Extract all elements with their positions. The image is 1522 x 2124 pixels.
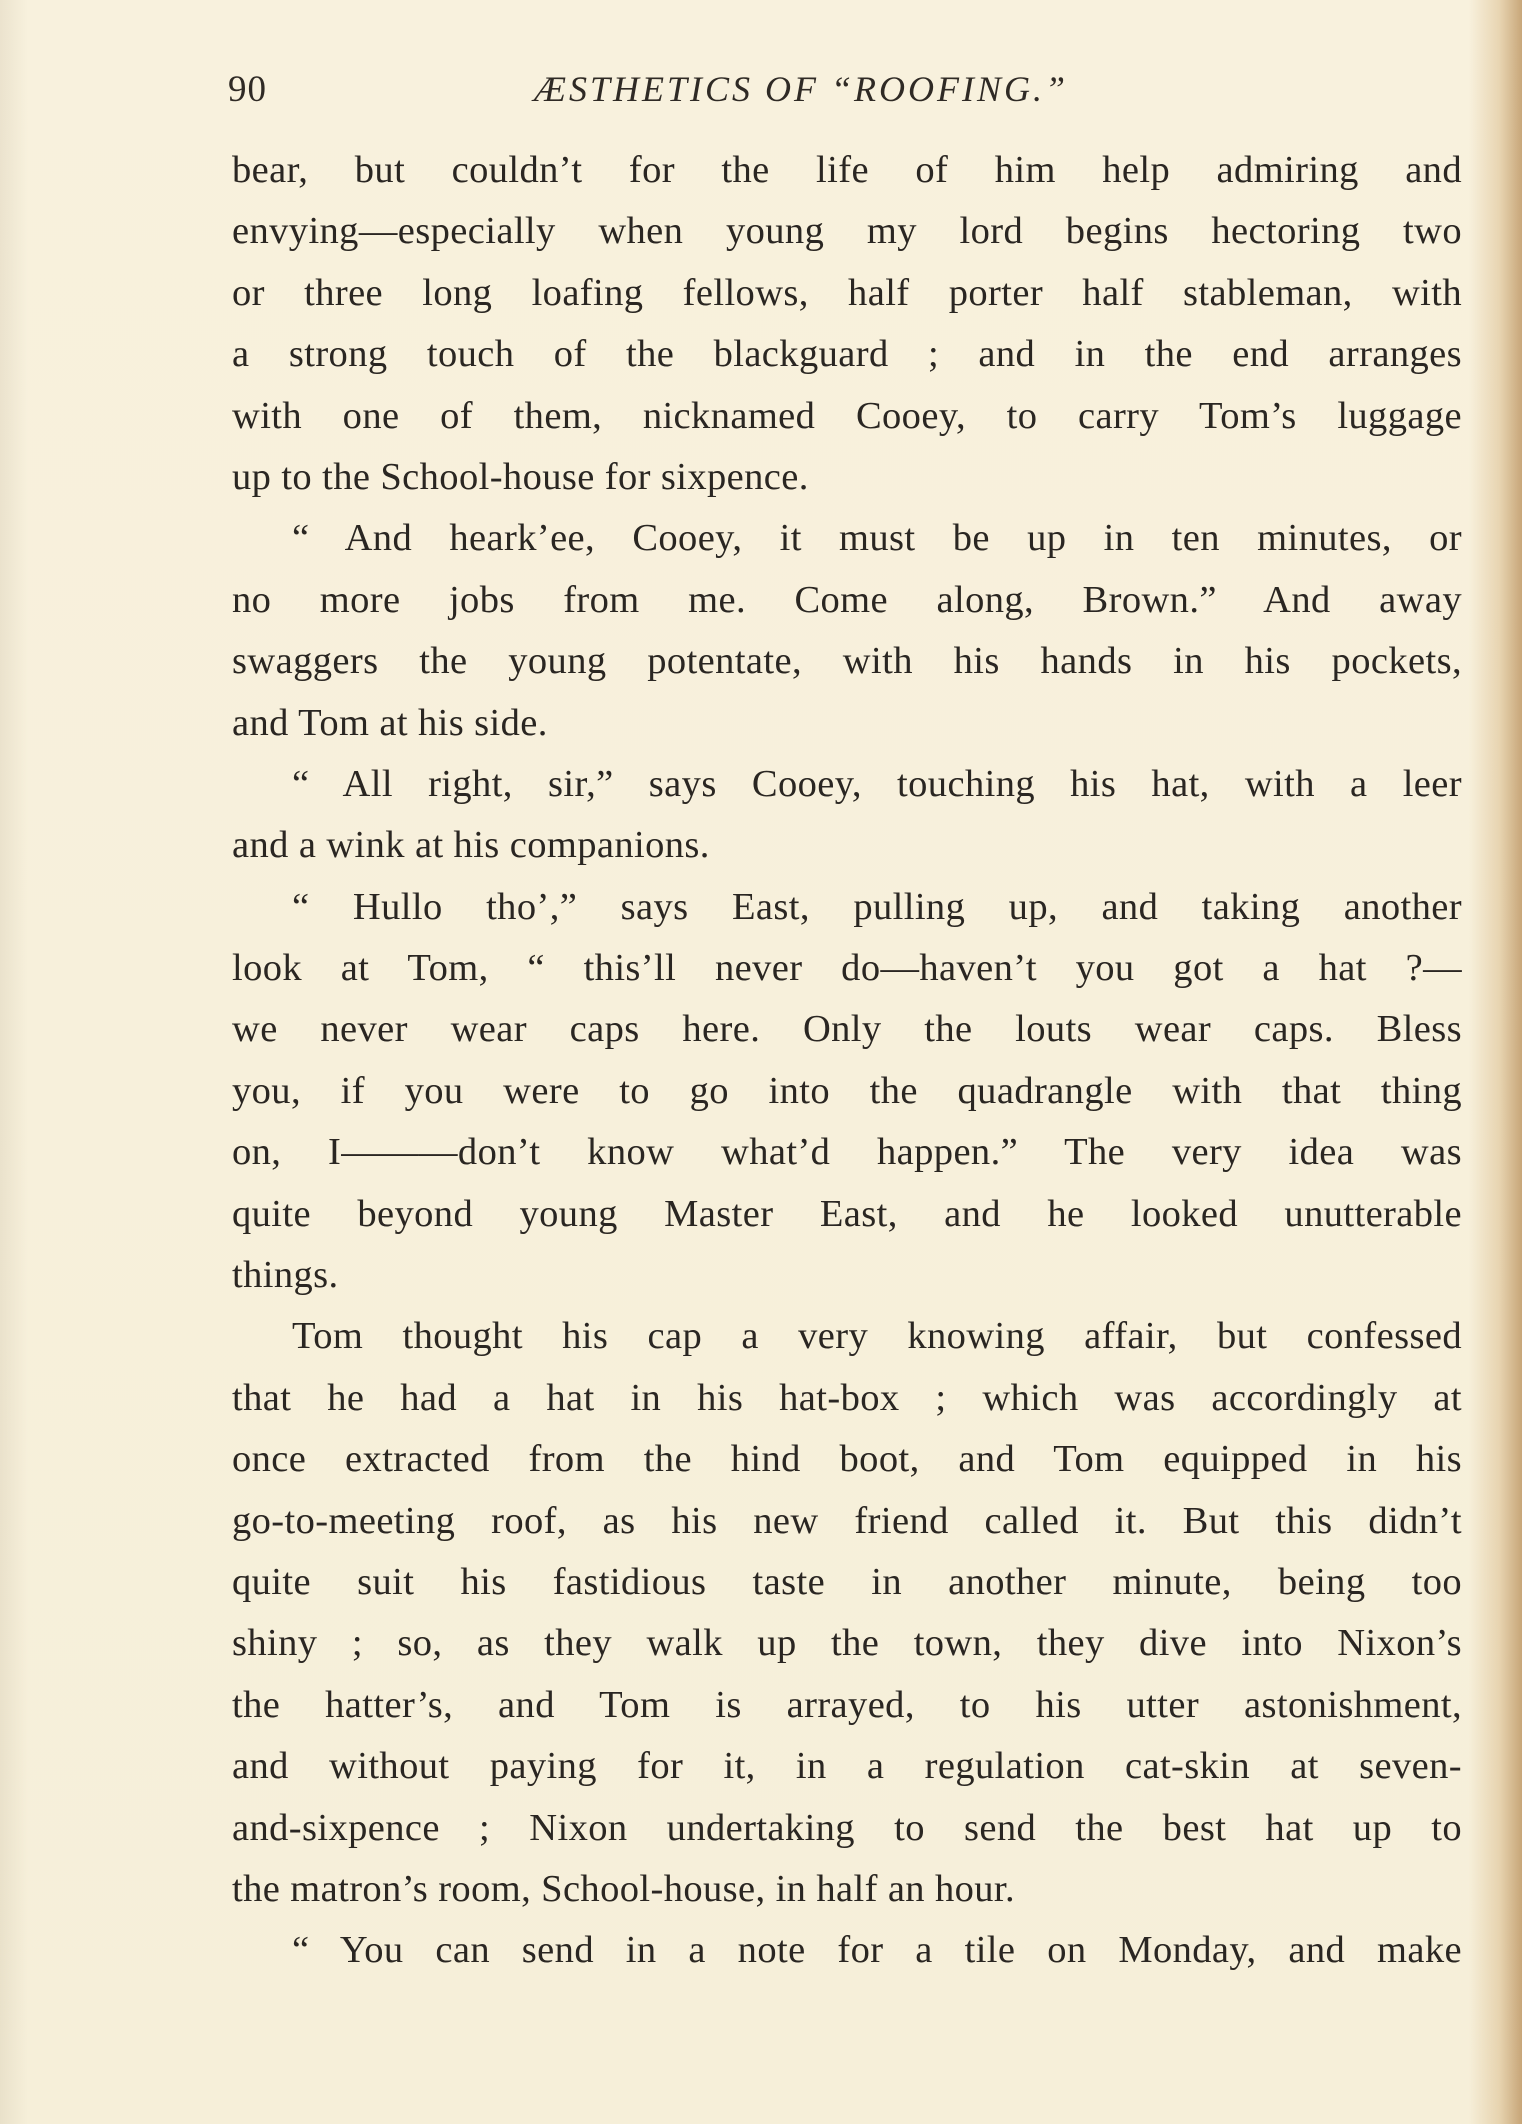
text-line: the hatter’s, and Tom is arrayed, to his utter astonishment, (232, 1683, 1462, 1726)
page-gutter-shadow (0, 0, 28, 2124)
body-text (232, 140, 1462, 1982)
text-line: the matron’s room, School-house, in half an hour. (232, 1867, 1016, 1910)
text-line: or three long loafing fellows, half porter half stableman, with (232, 271, 1462, 314)
text-line: bear, but couldn’t for the life of him help admiring and (232, 149, 1462, 191)
text-line: with one of them, nicknamed Cooey, to carry Tom’s luggage (232, 394, 1462, 437)
text-line: quite beyond young Master East, and he looked unutterable (232, 1192, 1462, 1235)
running-head: ÆSTHETICS OF “ROOFING.” (534, 69, 1069, 109)
text-line: look at Tom, “ this’ll never do—haven’t you got a hat ?— (232, 947, 1462, 990)
text-line: and a wink at his companions. (232, 824, 710, 867)
text-line: “ All right, sir,” says Cooey, touching his hat, with a leer (292, 762, 1462, 805)
page-number: 90 (228, 69, 267, 110)
text-line: Tom thought his cap a very knowing affair, but confessed (292, 1315, 1462, 1358)
text-line: and without paying for it, in a regulation cat-skin at seven- (232, 1745, 1462, 1788)
text-line: you, if you were to go into the quadrangle with that thing (232, 1069, 1462, 1112)
text-line: and Tom at his side. (232, 701, 548, 744)
text-line: that he had a hat in his hat-box ; which was accordingly at (232, 1376, 1462, 1419)
text-line: go-to-meeting roof, as his new friend called it. But this didn’t (232, 1499, 1462, 1542)
text-line: and-sixpence ; Nixon undertaking to send the best hat up to (232, 1806, 1462, 1849)
page-header (0, 60, 1522, 120)
text-line: things. (232, 1254, 339, 1297)
text-line: shiny ; so, as they walk up the town, they dive into Nixon’s (232, 1622, 1462, 1665)
text-line: we never wear caps here. Only the louts wear caps. Bless (232, 1008, 1462, 1051)
text-line: quite suit his fastidious taste in another minute, being too (232, 1560, 1462, 1603)
text-line: up to the School-house for sixpence. (232, 455, 809, 498)
text-line: once extracted from the hind boot, and Tom equipped in his (232, 1438, 1462, 1481)
text-line: “ Hullo tho’,” says East, pulling up, and taking another (292, 885, 1462, 928)
text-line: “ And heark’ee, Cooey, it must be up in ten minutes, or (292, 517, 1462, 560)
text-line: “ You can send in a note for a tile on Monday, and make (292, 1929, 1462, 1972)
text-line: swaggers the young potentate, with his hands in his pockets, (232, 640, 1462, 683)
text-line: on, I———don’t know what’d happen.” The very idea was (232, 1131, 1462, 1174)
text-line: no more jobs from me. Come along, Brown.” And away (232, 578, 1462, 621)
text-line: envying—especially when young my lord begins hectoring two (232, 210, 1462, 253)
text-line: a strong touch of the blackguard ; and in the end arranges (232, 333, 1462, 376)
